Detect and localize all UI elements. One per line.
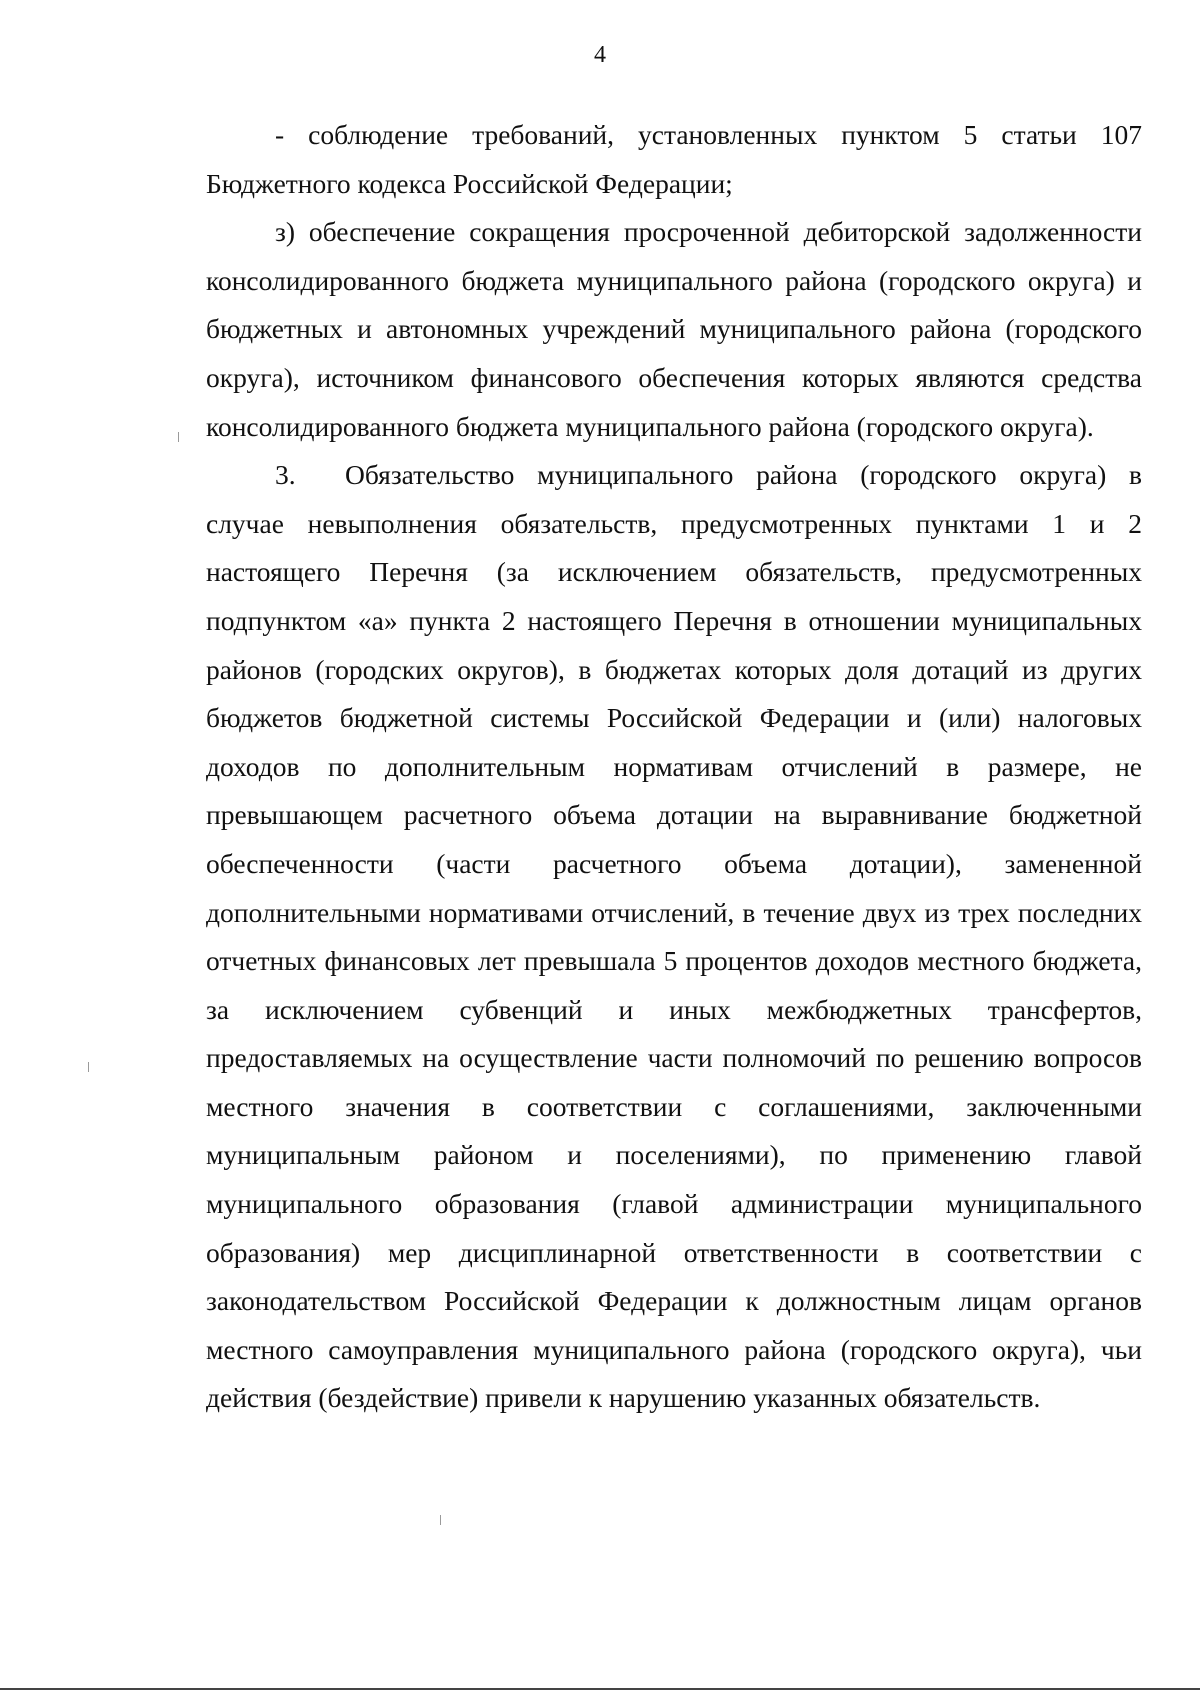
page-bottom-edge: [0, 1688, 1200, 1690]
scan-speck: [88, 1062, 89, 1072]
paragraph-number: 3.: [275, 459, 296, 491]
document-body: [206, 111, 1142, 1423]
paragraph-obligation-3-text: Обязательство муниципального района (городского округа) в случае невыполнения обязательств, предусмотренных пунктами 1 и 2 настоящего Перечня (за исключением обязательств, предусмотренных подпунктом «а» пункта 2 настоящего Перечня в отношении муниципальных районов (городских округов), в бюджетах которых доля дотаций из других бюджетов бюджетной системы Российской Федерации и (или) налоговых доходов по дополнительным нормативам отчислений в размере, не превышающем расчетного объема дотации на выравнивание бюджетной обеспеченности (части расчетного объема дотации), замененной дополнительными нормативами отчислений, в течение двух из трех последних отчетных финансовых лет превышала 5 процентов доходов местного бюджета, за исключением субвенций и иных межбюджетных трансфертов, предоставляемых на осуществление части полномочий по решению вопросов местного значения в соответствии с соглашениями, заключенными муниципальным районом и поселениями), по применению главой муниципального образования (главой администрации муниципального образования) мер дисциплинарной ответственности в соответствии с законодательством Российской Федерации к должностным лицам органов местного самоуправления муниципального района (городского округа), чьи действия (бездействие) привели к нарушению указанных обязательств.: [206, 459, 1142, 1414]
scan-speck: [178, 432, 179, 442]
page-number: 4: [594, 42, 606, 68]
scan-speck: [440, 1515, 441, 1525]
paragraph-obligation-3: [206, 451, 1142, 1423]
paragraph-receivables-reduction: з) обеспечение сокращения просроченной дебиторской задолженности консолидированного бюджета муниципального района (городского округа) и бюджетных и автономных учреждений муниципального района (городского округа), источником финансового обеспечения которых являются средства консолидированного бюджета муниципального района (городского округа).: [206, 216, 1142, 442]
paragraph-budget-code-requirement: - соблюдение требований, установленных пунктом 5 статьи 107 Бюджетного кодекса Российской Федерации;: [206, 119, 1142, 199]
